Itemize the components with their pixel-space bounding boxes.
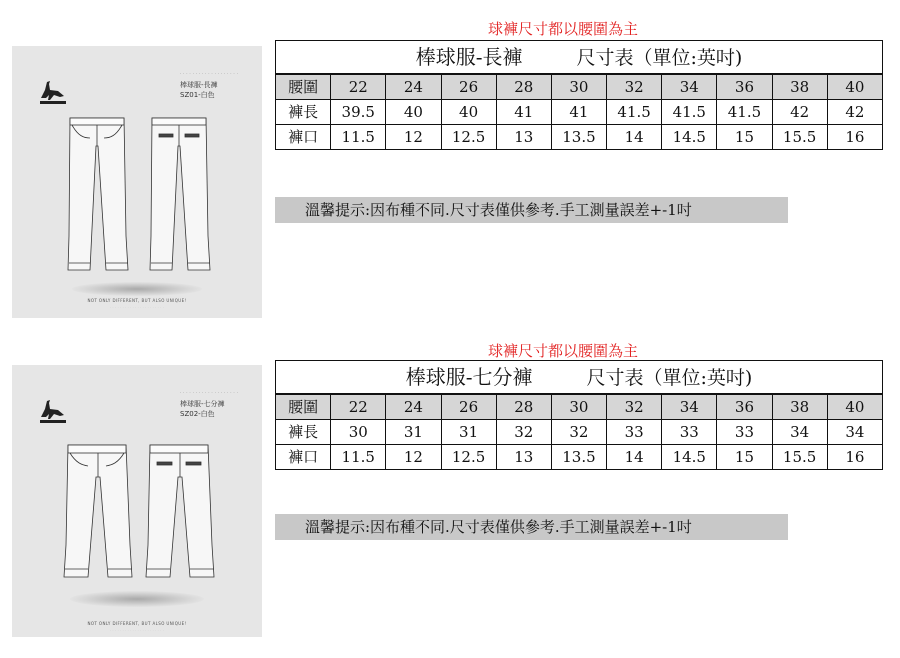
table-cell: 36 xyxy=(717,74,772,100)
table-cell: 34 xyxy=(827,420,882,445)
row-label-length: 褲長 xyxy=(276,420,331,445)
card-footer-slogan: NOT ONLY DIFFERENT, BUT ALSO UNIQUE! xyxy=(87,621,187,626)
table-cell: 26 xyxy=(441,394,496,420)
table-cell: 12 xyxy=(386,445,441,470)
product-code: SZ01-白色 xyxy=(180,91,215,99)
product-name: 棒球服-七分褲 xyxy=(180,400,225,408)
product-image-card xyxy=(12,365,262,637)
table-unit-title: 尺寸表（單位:英吋) xyxy=(586,366,753,389)
waist-note: 球褲尺寸都以腰圍為主 xyxy=(488,342,639,360)
drop-shadow xyxy=(70,591,204,607)
table-cell: 40 xyxy=(827,394,882,420)
table-title: 棒球服-七分褲 xyxy=(405,364,533,389)
table-cell: 41.5 xyxy=(607,100,662,125)
row-label-hem: 褲口 xyxy=(276,125,331,150)
table-header xyxy=(276,41,883,75)
table-cell: 16 xyxy=(827,125,882,150)
table-cell: 40 xyxy=(827,74,882,100)
table-header-row xyxy=(276,41,883,75)
size-table xyxy=(275,40,883,150)
table-cell: 42 xyxy=(827,100,882,125)
table-cell: 14.5 xyxy=(662,125,717,150)
table-cell: 15 xyxy=(717,445,772,470)
brand-caption: · · · · · · · · · · · · · · · · · · · xyxy=(180,71,239,76)
table-cell: 32 xyxy=(496,420,551,445)
table-cell: 33 xyxy=(662,420,717,445)
table-cell: 12 xyxy=(386,125,441,150)
table-cell: 16 xyxy=(827,445,882,470)
table-cell: 30 xyxy=(331,420,386,445)
size-table xyxy=(275,360,883,470)
table-cell: 31 xyxy=(386,420,441,445)
drop-shadow xyxy=(72,282,202,296)
row-label-length: 褲長 xyxy=(276,100,331,125)
table-cell: 22 xyxy=(331,394,386,420)
card-footer-fineprint: · · · · · · · · · · · · · · · · · · · · · · xyxy=(110,628,164,632)
table-cell: 34 xyxy=(662,394,717,420)
table-cell: 33 xyxy=(607,420,662,445)
long-pants-drawing xyxy=(12,46,262,318)
table-cell: 32 xyxy=(551,420,606,445)
waist-note: 球褲尺寸都以腰圍為主 xyxy=(488,20,639,38)
table-cell: 34 xyxy=(662,74,717,100)
product-code: SZ02-白色 xyxy=(180,410,215,418)
row-label-waist: 腰圍 xyxy=(276,74,331,100)
table-cell: 28 xyxy=(496,74,551,100)
table-cell: 12.5 xyxy=(441,445,496,470)
table-cell: 30 xyxy=(551,74,606,100)
table-cell: 13.5 xyxy=(551,445,606,470)
table-cell: 26 xyxy=(441,74,496,100)
table-cell: 24 xyxy=(386,394,441,420)
table-cell: 13.5 xyxy=(551,125,606,150)
table-row xyxy=(276,420,883,445)
table-unit-title: 尺寸表（單位:英吋) xyxy=(576,46,743,69)
brand-caption: · · · · · · · · · · · · · · · · · · · xyxy=(180,390,239,395)
table-cell: 32 xyxy=(607,394,662,420)
table-cell: 40 xyxy=(386,100,441,125)
table-row xyxy=(276,74,883,100)
table-cell: 41 xyxy=(496,100,551,125)
table-cell: 11.5 xyxy=(331,125,386,150)
table-cell: 33 xyxy=(717,420,772,445)
table-cell: 34 xyxy=(772,420,827,445)
table-cell: 36 xyxy=(717,394,772,420)
card-footer-fineprint: · · · · · · · · · · · · · · · · · · · · · · xyxy=(110,305,164,309)
table-row xyxy=(276,394,883,420)
table-cell: 31 xyxy=(441,420,496,445)
table-cell: 41 xyxy=(551,100,606,125)
table-cell: 14.5 xyxy=(662,445,717,470)
table-header-row xyxy=(276,361,883,395)
table-cell: 28 xyxy=(496,394,551,420)
table-cell: 41.5 xyxy=(662,100,717,125)
table-cell: 15.5 xyxy=(772,125,827,150)
table-cell: 15.5 xyxy=(772,445,827,470)
table-cell: 12.5 xyxy=(441,125,496,150)
table-row xyxy=(276,445,883,470)
table-cell: 13 xyxy=(496,125,551,150)
table-cell: 42 xyxy=(772,100,827,125)
table-cell: 24 xyxy=(386,74,441,100)
table-row xyxy=(276,100,883,125)
table-cell: 14 xyxy=(607,125,662,150)
table-cell: 30 xyxy=(551,394,606,420)
table-cell: 11.5 xyxy=(331,445,386,470)
table-cell: 39.5 xyxy=(331,100,386,125)
table-cell: 14 xyxy=(607,445,662,470)
table-cell: 15 xyxy=(717,125,772,150)
table-header xyxy=(276,361,883,395)
measurement-tip: 溫馨提示:因布種不同.尺寸表僅供參考.手工測量誤差+-1吋 xyxy=(275,197,788,223)
row-label-waist: 腰圍 xyxy=(276,394,331,420)
size-chart-capri-pants xyxy=(0,328,900,658)
table-cell: 38 xyxy=(772,394,827,420)
table-cell: 32 xyxy=(607,74,662,100)
table-cell: 38 xyxy=(772,74,827,100)
table-cell: 13 xyxy=(496,445,551,470)
table-cell: 40 xyxy=(441,100,496,125)
row-label-hem: 褲口 xyxy=(276,445,331,470)
product-image-card xyxy=(12,46,262,318)
table-title: 棒球服-長褲 xyxy=(415,44,523,69)
table-row xyxy=(276,125,883,150)
table-cell: 22 xyxy=(331,74,386,100)
table-cell: 41.5 xyxy=(717,100,772,125)
measurement-tip: 溫馨提示:因布種不同.尺寸表僅供參考.手工測量誤差+-1吋 xyxy=(275,514,788,540)
product-name: 棒球服-長褲 xyxy=(180,81,218,89)
card-footer-slogan: NOT ONLY DIFFERENT, BUT ALSO UNIQUE! xyxy=(87,298,187,303)
